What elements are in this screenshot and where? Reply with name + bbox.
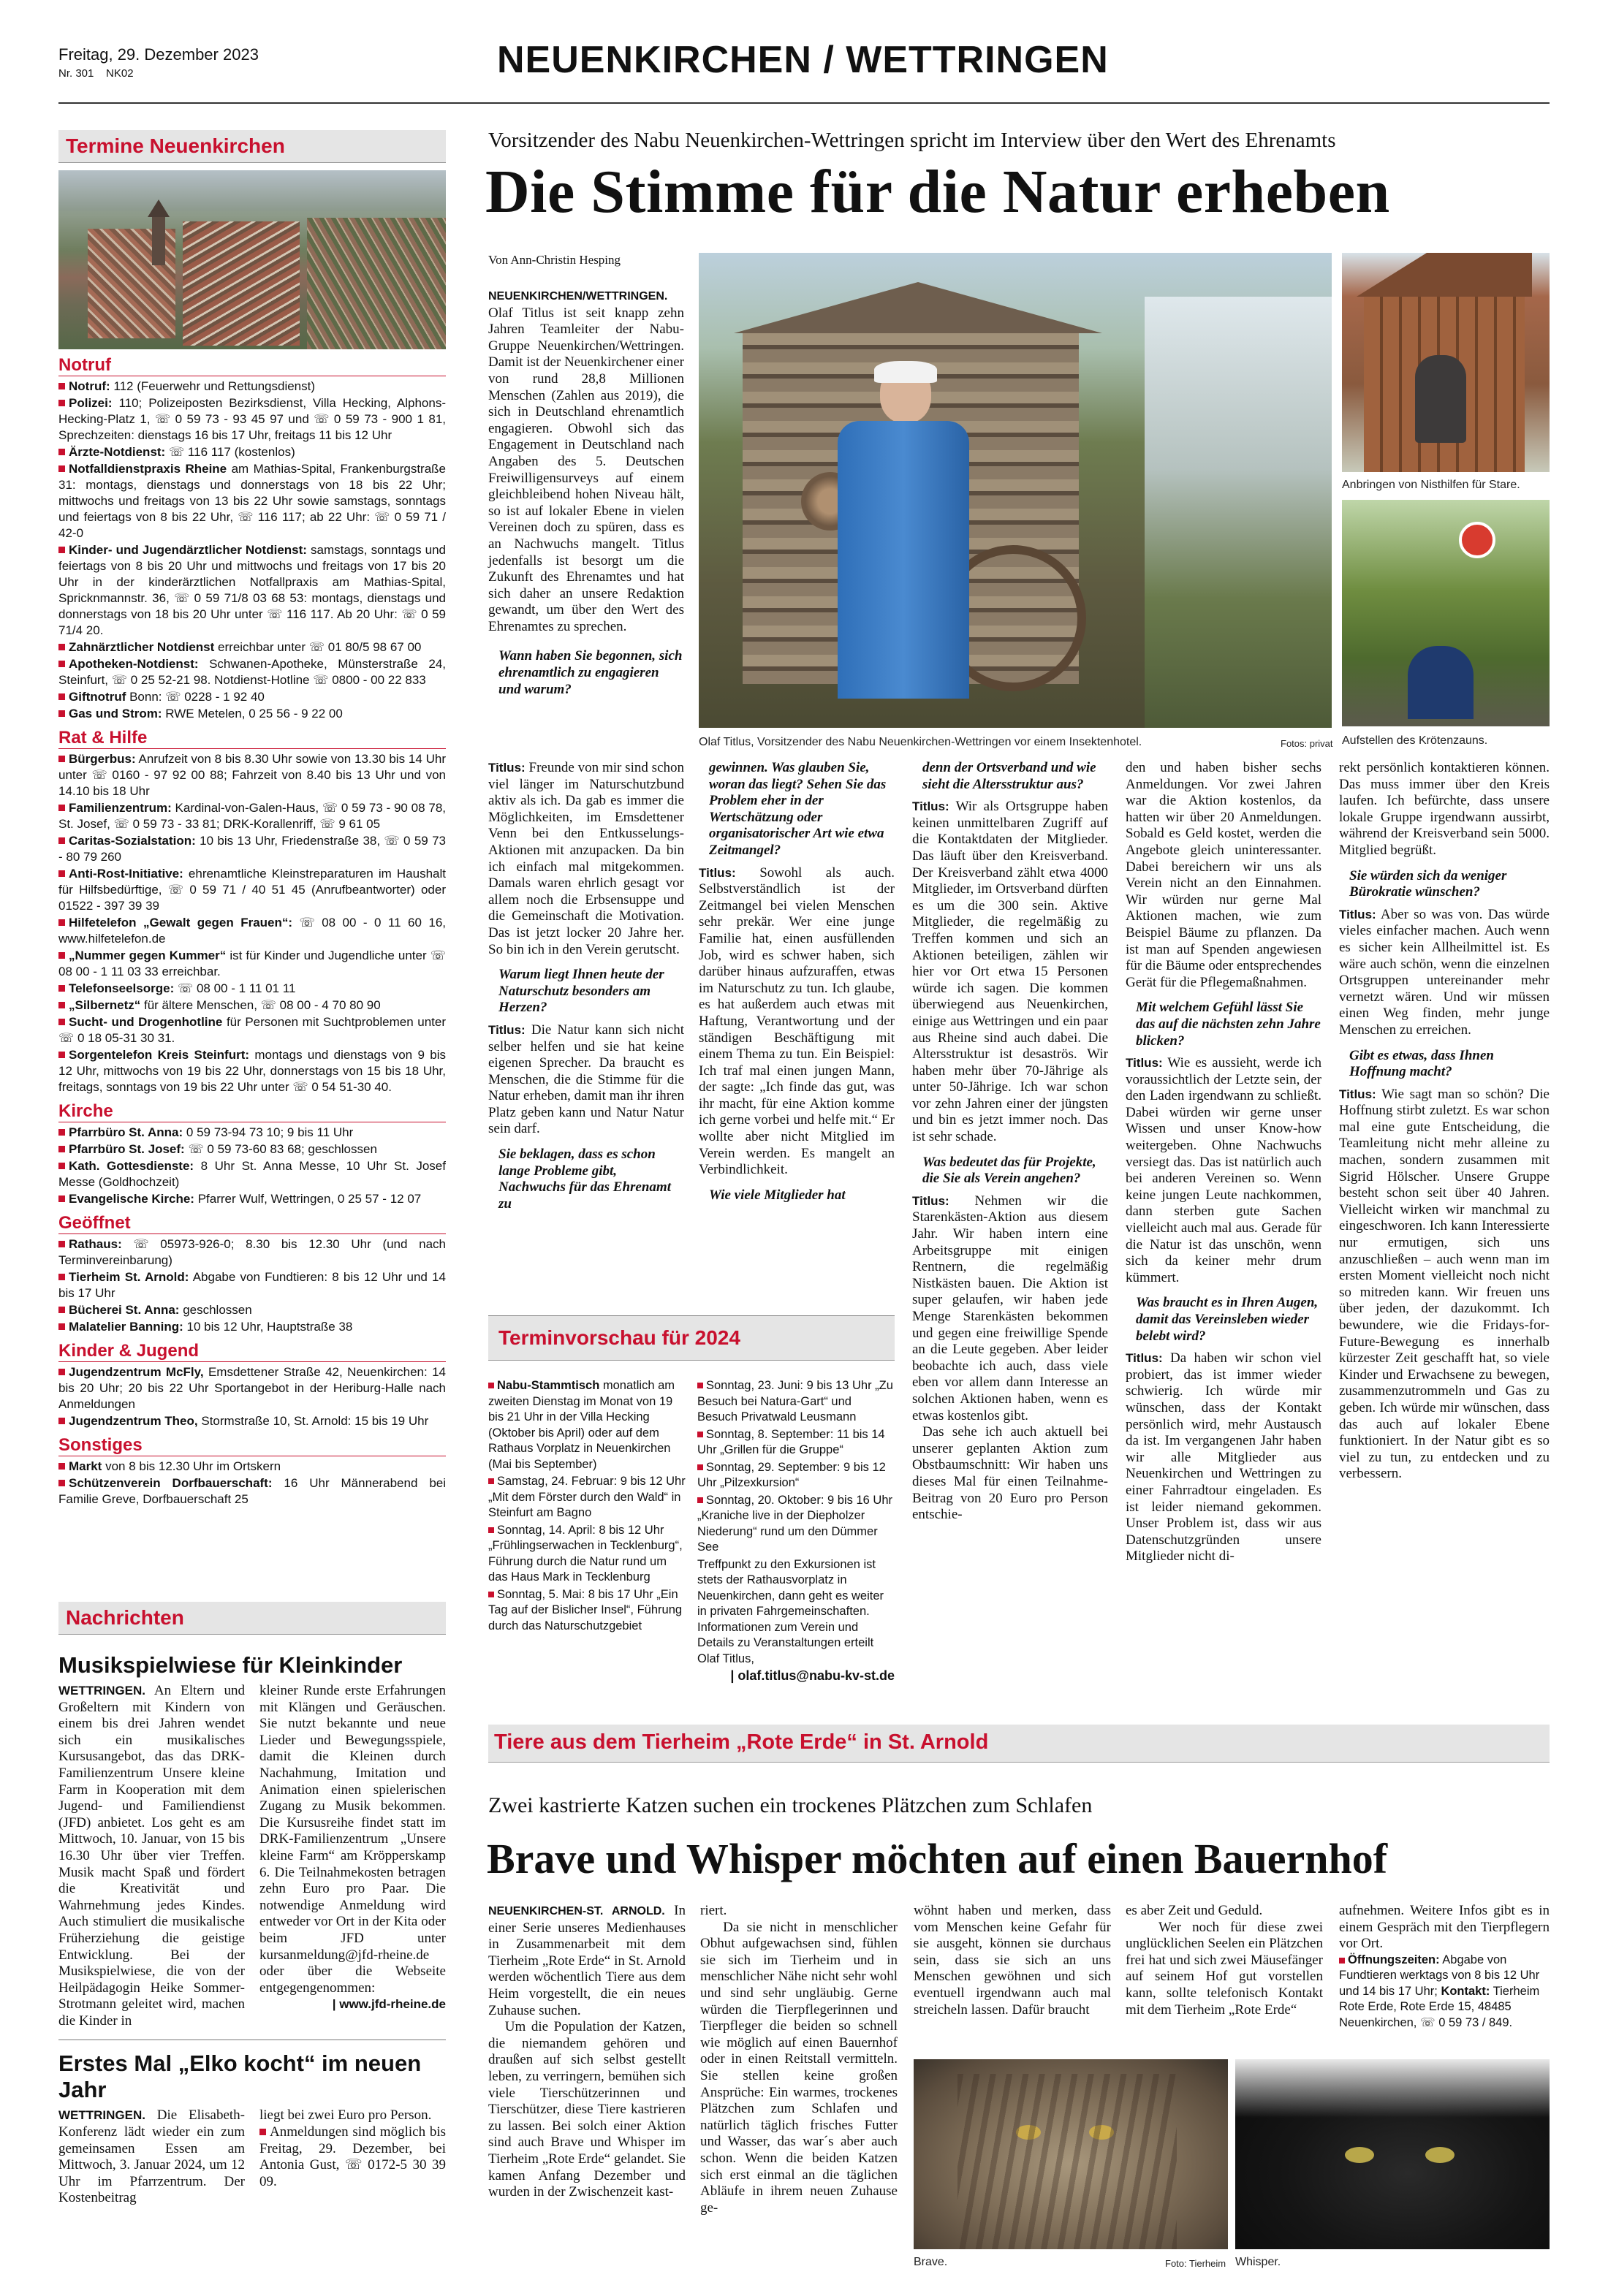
termine-list (58, 355, 446, 1508)
tierheim-kicker: Zwei kastrierte Katzen suchen ein trockenes Plätzchen zum Schlafen (488, 1793, 1093, 1817)
terminvorschau-item: Treffpunkt zu den Exkursionen ist stets der Rathausvorplatz in Neuenkirchen, dann geht es weiter in privaten Fahrgemeinschaften. Informationen zum Verein und Details zu Veranstaltungen erteilt Olaf Titlus, (697, 1557, 884, 1665)
town-aerial-photo (58, 170, 446, 349)
bullet-icon (58, 870, 65, 877)
terminvorschau-box (488, 1315, 895, 1703)
terminvorschau-item: Sonntag, 14. April: 8 bis 12 Uhr „Frühlingserwachen in Tecklenburg“, Führung durch die Natur rund um das Haus Mark in Tecklenburg (488, 1523, 683, 1584)
terminvorschau-col1 (488, 1378, 686, 1684)
termine-item: Caritas-Sozialstation: 10 bis 13 Uhr, Friedenstraße 38, ☏ 0 59 73 - 80 79 260 (58, 834, 447, 864)
termine-item: Hilfetelefon „Gewalt gegen Frauen“: ☏ 08 00 - 0 11 60 16, www.hilfetelefon.de (58, 916, 446, 946)
interview-question: Sie würden sich da weniger Bürokratie wünschen? (1349, 867, 1507, 900)
olaf-titlus-photo (699, 253, 1332, 728)
masthead (0, 0, 1608, 110)
bullet-icon (58, 1463, 65, 1470)
nachrichten-box (58, 1602, 446, 2207)
terminvorschau-item: Sonntag, 8. September: 11 bis 14 Uhr „Grillen für die Gruppe“ (697, 1427, 885, 1456)
brave-caption: Brave. (914, 2256, 948, 2268)
bullet-icon (58, 1002, 65, 1008)
bullet-icon (58, 693, 65, 700)
tierheim-col5: aufnehmen. Weitere Infos gibt es in einem Gespräch mit den Tierpflegern vor Ort. Öffnungszeiten: Abgabe von Fundtieren werktags von 8 bis 12 Uhr und 14 bis 17 Uhr; Kontakt: Tierheim Rote Erde, Rote Erde 15, 48485 Neuenkirchen, ☏ 0 59 73 / 849. (1339, 1903, 1550, 2029)
issue-date: Freitag, 29. Dezember 2023 (58, 45, 259, 64)
bullet-icon (58, 1418, 65, 1424)
termine-item: Ärzte-Notdienst: ☏ 116 117 (kostenlos) (58, 444, 446, 460)
tierheim-col1: NEUENKIRCHEN-ST. ARNOLD. In einer Serie unseres Medienhauses in Zusammenarbeit mit dem Tierheim „Rote Erde“ in St. Arnold werden wöchentlich Tiere aus dem Heim vorgestellt, die ein neues Zuhause suchen. Um die Population der Katzen, die niemandem gehören und draußen auf sich selbst gestellt leben, zu verringern, bemühen sich viele Tierschützerinnen und Tierschützer, diese Tiere kastrieren zu lassen. Bei solch einer Aktion sind auch Brave und Whisper im Tierheim „Rote Erde“ gelandet. Sie kamen Anfang Dezember und wurden in der Zwischenzeit kast- (488, 1903, 686, 2200)
termine-item: Notruf: 112 (Feuerwehr und Rettungsdienst) (58, 379, 446, 395)
interview-answer: Titlus: Wir als Ortsgruppe haben keinen unmittelbaren Zugriff auf die Kontaktdaten der Mitglieder. Das läuft über den Kreisverband. Der Kreisverband zählt etwa 4000 Mitglieder, im Ortsverband dürften es um die 300 sein. Aktive Mitglieder, die regelmäßig zu Treffen kommen und sich an Aktionen beteiligen, zählen wir hier vor Ort etwa 15 Personen würde ich sagen. Die kommen überwiegend aus Neuenkirchen, einige aus Wettringen und ein paar aus Rheine sind auch dabei. Die Altersstruktur ist desaströs. Wir haben mehr über 70-Jährige als unter 50-Jährige. Ich war schon vor zehn Jahren einer der jüngsten und bin es jetzt immer noch. Das ist sehr schade. (912, 799, 1108, 1145)
termine-item: „Silbernetz“ für ältere Menschen, ☏ 08 00 - 4 70 80 90 (58, 997, 446, 1014)
bullet-icon (697, 1464, 703, 1470)
terminvorschau-title: Terminvorschau für 2024 (488, 1316, 895, 1361)
termine-title: Termine Neuenkirchen (58, 130, 446, 163)
elko-col2: liegt bei zwei Euro pro Person. Anmeldungen sind möglich bis Freitag, 29. Dezember, bei Antonia Gust, ☏ 0172-5 30 39 09. (259, 2107, 446, 2189)
termine-item: Jugendzentrum McFly, Emsdettener Straße 42, Neuenkirchen: 14 bis 20 Uhr; 20 bis 22 Uhr Sportangebot in der Heriburg-Halle nach Anmeldungen (58, 1365, 446, 1411)
bullet-icon (58, 383, 65, 389)
bullet-icon (58, 1241, 65, 1247)
kroetenzaun-photo (1342, 500, 1550, 726)
bullet-icon (58, 1307, 65, 1313)
termine-item: Zahnärztlicher Notdienst erreichbar unter ☏ 01 80/5 98 67 00 (58, 639, 446, 655)
interview-question: Was braucht es in Ihren Augen, damit das Vereinsleben wieder belebt wird? (1136, 1295, 1319, 1344)
brave-cat-photo (914, 2059, 1228, 2249)
whisper-caption: Whisper. (1235, 2256, 1281, 2268)
bullet-icon (697, 1497, 703, 1503)
termine-item: Notfalldienstpraxis Rheine am Mathias-Spital, Frankenburgstraße 31: montags, dienstags und donnerstags von 18 bis 22 Uhr; mittwochs und freitags von 13 bis 22 Uhr sowie samstags, sonntags und feiertags von 8 bis 22 Uhr, ☏ 116 117; ab 22 Uhr: ☏ 0 59 71 / 42-0 (58, 462, 447, 540)
termine-item: Malatelier Banning: 10 bis 12 Uhr, Hauptstraße 38 (58, 1319, 446, 1335)
bullet-icon (58, 400, 65, 406)
interview-intro: NEUENKIRCHEN/WETTRINGEN. Olaf Titlus ist seit knapp zehn Jahren Teamleiter der Nabu-Gruppe Neuenkirchen/Wettringen. Damit ist der Neuenkirchener einer von rund 28,8 Millionen Menschen (Zahlen aus 2019), die sich in Deutschland ehrenamtlich engagieren. Obwohl sich das Engagement in Deutschland nach Angaben des 5. Deutschen Freiwilligensurveys auf einem gleichbleibend hohen Niveau hält, so ist auf lokaler Ebene in vielen Vereinen doch zu spüren, dass es an Nachwuchs mangelt. Titlus jedenfalls ist besorgt um die Zukunft des Ehrenamtes und hat sich daher an unsere Redaktion gewandt, um über den Wert des Ehrenamtes zu sprechen. Wann haben Sie begonnen, sich ehrenamtlich zu engagieren und warum? (488, 290, 684, 697)
section-title: NEUENKIRCHEN / WETTRINGEN (497, 39, 1109, 81)
interview-answer: Titlus: Wie sagt man so schön? Die Hoffnung stirbt zuletzt. Es war schon mal eine gute Entscheidung, die Teamleitung nicht mehr alleine zu machen, sondern zusammen mit Sigrid Hölscher. Unsere Gruppe besteht schon seit über 40 Jahren. Vielleicht wirken wir manchmal zu eingeschworen. Ich kann Interessierte nur ermutigen, sich uns anzuschließen – auch wenn man im ersten Moment vielleicht noch nicht so mitreden kann. Wir freuen uns über jeden, der dazukommt. Ich bewundere, wie die Fridays-for-Future-Bewegung es innerhalb kürzester Zeit geschafft hat, so viele Kinder und Erwachsene zu bewegen, zusammenzutrommeln und Gas zu geben. Ich würde mir wünschen, dass das auch auf lokaler Ebene funktioniert. In der Natur gibt es so viel zu tun, zu entdecken und zu verbessern. (1339, 1086, 1550, 1482)
bullet-icon (58, 547, 65, 553)
termine-item: „Nummer gegen Kummer“ ist für Kinder und Jugendliche unter ☏ 08 00 - 1 11 03 33 erreichbar. (58, 949, 446, 978)
termine-item: Kath. Gottesdienste: 8 Uhr St. Anna Messe, 10 Uhr St. Josef Messe (Goldhochzeit) (58, 1159, 446, 1189)
interview-answer: Titlus: Aber so was von. Das würde vieles einfacher machen. Auch wenn es sicher kein Allheilmittel ist. Es wäre auch schön, wenn die einzelnen Ortsgruppen untereinander mehr vernetzt wären. Und wir müssen einen Weg finden, mehr junge Menschen zu erreichen. (1339, 906, 1550, 1038)
whisper-cat-photo (1235, 2059, 1550, 2249)
terminvorschau-item: Sonntag, 29. September: 9 bis 12 Uhr „Pilzexkursion“ (697, 1460, 886, 1489)
termine-item: Sucht- und Drogenhotline für Personen mit Suchtproblemen unter ☏ 0 18 05-31 30 31. (58, 1015, 446, 1045)
tierheim-banner (488, 1725, 1550, 1763)
interview-answer: den und haben bisher sechs Anmeldungen. Vor zwei Jahren war die Aktion kostenlos, da hatten wir über 20 Anmeldungen. Sobald es Geld kostet, werden die Angebote gleich uninteressanter. Dabei bereichern wir uns als Verein nicht an den Einnahmen. Wir würden nur gerne Mal Aktionen machen, wie zum Beispiel Bäume zu pflanzen. Da ist man auf Spenden angewiesen für die Bäume oder entsprechendes Gerät für die Pflegemaßnahmen. (1126, 760, 1322, 990)
bullet-icon (58, 465, 65, 472)
termine-item: Pfarrbüro St. Josef: ☏ 0 59 73-60 83 68; geschlossen (58, 1141, 446, 1157)
termine-item: Kinder- und Jugendärztlicher Notdienst: samstags, sonntags und feiertags von 8 bis 20 Uhr und mittwochs und freitags von 17 bis 20 Uhr in der kinderärztlichen Notfallpraxis am Mathias-Spital, Spricknmannstr. 36, ☏ 0 59 71/8 03 68 53: montags, dienstags und donnerstags von 18 bis 20 Uhr unter ☏ 116 117. Ab 20 Uhr: ☏ 0 59 71/4 20. (58, 543, 447, 637)
termine-item: Schützenverein Dorfbauerschaft: 16 Uhr Männerabend bei Familie Greve, Dorfbauerschaft 25 (58, 1476, 446, 1506)
interview-answer: rekt persönlich kontaktieren können. Das muss immer über den Kreis laufen. Ich befürchte, dass unsere lokale Gruppe irgendwann aussirbt, während der Kreisverband sein 5000. Mitglied begrüßt. (1339, 760, 1550, 858)
termine-item: Bücherei St. Anna: geschlossen (58, 1302, 446, 1318)
bullet-icon (58, 985, 65, 992)
termine-item: Tierheim St. Arnold: Abgabe von Fundtieren: 8 bis 12 Uhr und 14 bis 17 Uhr (58, 1270, 446, 1300)
bullet-icon (58, 1323, 65, 1330)
termine-item: Rathaus: ☏ 05973-926-0; 8.30 bis 12.30 Uhr (und nach Terminvereinbarung) (58, 1237, 446, 1267)
bullet-icon (58, 805, 65, 811)
termine-item: Pfarrbüro St. Anna: 0 59 73-94 73 10; 9 bis 11 Uhr (58, 1125, 446, 1141)
elko-col1: WETTRINGEN. Die Elisabeth-Konferenz lädt wieder ein zum gemeinsamen Essen am Mittwoch, 3. Januar 2024, um 12 Uhr im Pfarrzentrum. Der Kostenbeitrag (58, 2107, 245, 2206)
terminvorschau-col2 (697, 1378, 895, 1684)
terminvorschau-item: Sonntag, 20. Oktober: 9 bis 16 Uhr „Kraniche live in der Diepholzer Niederung“ rund um den Dümmer See (697, 1493, 892, 1554)
bullet-icon (58, 1195, 65, 1202)
kroetenzaun-caption: Aufstellen des Krötenzauns. (1342, 734, 1488, 747)
bullet-icon (58, 1480, 65, 1486)
termine-section-head: Kinder & Jugend (58, 1341, 446, 1362)
termine-item: Evangelische Kirche: Pfarrer Wulf, Wettringen, 0 25 57 - 12 07 (58, 1191, 446, 1207)
termine-item: Telefonseelsorge: ☏ 08 00 - 1 11 01 11 (58, 981, 446, 997)
tierheim-col2: riert. Da sie nicht in menschlicher Obhut aufgewachsen sind, fühlen sie sich im Tierheim und in menschlicher Nähe nicht sehr wohl und sind sehr ungläubig. Gerne würden die Tierpflegerinnen und Tierpfleger die beiden so schnell wie möglich auf einen Bauernhof oder in einen Reitstall vermitteln. Sie stellen keine großen Ansprüche: Ein warmes, trockenes Plätzchen zum Schlafen und natürlich täglich frisches Futter und Wasser, das war´s aber auch schon. Wenn die beiden Katzen sich erst einmal an die täglichen Abläufe in ihrem neuen Zuhause ge- (700, 1903, 898, 2216)
bullet-icon (58, 1369, 65, 1375)
terminvorschau-item: Sonntag, 5. Mai: 8 bis 17 Uhr „Ein Tag auf der Bislicher Insel“, Führung durch das Naturschutzgebiet (488, 1587, 683, 1632)
bullet-icon (58, 449, 65, 455)
bullet-icon (58, 1146, 65, 1152)
terminvorschau-item: Sonntag, 23. Juni: 9 bis 13 Uhr „Zu Besuch bei Natura-Gart“ und Besuch Privatwald Leusmann (697, 1379, 893, 1423)
termine-item: Sorgentelefon Kreis Steinfurt: montags und dienstags von 9 bis 12 Uhr, mittwochs von 19 bis 22 Uhr, donnerstags von 15 bis 18 Uhr, freitags, sonntags von 19 bis 22 Uhr unter ☏ 0 54 51-30 40. (58, 1048, 446, 1094)
musikspielwiese-col2: kleiner Runde erste Erfahrungen mit Klängen und Geräuschen. Sie nutzt bekannte und neue Lieder und Bewegungsspiele, damit die Kleinen durch Nachahmung, Imitation und Animation einen spielerischen Zugang zu Musik bekommen. Die Kursusreihe findet statt im DRK-Familienzentrum „Unsere kleine Farm“ am Kröpperskamp 6. Die Teilnahmekosten betragen zehn Euro pro Paar. Die notwendige Anmeldung wird entweder vor Ort in der Kita oder beim JFD unter kursanmeldung@jfd-rheine.de oder über die Webseite entgegengenommen: | www.jfd-rheine.de (259, 1683, 446, 2012)
musikspielwiese-title: Musikspielwiese für Kleinkinder (58, 1652, 403, 1678)
bullet-icon (58, 1163, 65, 1169)
bullet-icon (58, 1274, 65, 1280)
interview-question: Mit welchem Gefühl lässt Sie das auf die nächsten zehn Jahre blicken? (1136, 1000, 1321, 1049)
main-photo-caption: Olaf Titlus, Vorsitzender des Nabu Neuenkirchen-Wettringen vor einem Insektenhotel. (699, 736, 1142, 748)
bullet-icon (58, 644, 65, 650)
question-1: Wann haben Sie begonnen, sich ehrenamtlich zu engagieren und warum? (498, 648, 683, 697)
tierheim-col3: wöhnt haben und merken, dass vom Menschen keine Gefahr für sie ausgeht, können sie durchaus sein, dass sie sich an uns Menschen gewöhnen und sich eventuell irgendwann auch mal streicheln lassen. Dafür braucht (914, 1903, 1111, 2018)
termine-box (58, 130, 446, 1508)
interview-answer: Titlus: Sowohl als auch. Selbstverständlich ist der Zeitmangel bei vielen Menschen sehr prekär. Wer eine junge Familie hat, einen ausfüllenden Job, wird es schwer haben, sich darüber hinaus aufzuraffen, etwas im Naturschutz zu tun. Ich glaube, es hat außerdem auch etwas mit Haftung, Verantwortung und der ständigen Beschäftigung mit einem Thema zu tun. Ein Beispiel: Ich traf mal einen jungen Mann, der sagte: „Ich finde das gut, was ihr macht, für eine Aktion komme ich gerne vorbei und helfe mit.“ Er wollte aber nicht Mitglied im Verein werden. Es mangelt an Verbindlichkeit. (699, 864, 895, 1178)
interview-question: Was bedeutet das für Projekte, die Sie als Verein angehen? (922, 1154, 1096, 1187)
nisthilfen-caption: Anbringen von Nisthilfen für Stare. (1342, 479, 1520, 491)
bullet-icon (488, 1478, 494, 1484)
interview-answer: Das sehe ich auch aktuell bei unserer geplanten Aktion zum Obstbaumschnitt: Wir haben uns dieses Mal für einen Teilnahme-Beitrag von 20 Euro pro Person entschie- (912, 1424, 1108, 1523)
bullet-icon (58, 661, 65, 667)
interview-col-c (912, 760, 1108, 1524)
interview-question: Sie beklagen, dass es schon lange Probleme gibt, Nachwuchs für das Ehrenamt zu (498, 1147, 671, 1212)
bullet-icon (58, 837, 65, 844)
bullet-icon (58, 952, 65, 959)
interview-kicker: Vorsitzender des Nabu Neuenkirchen-Wettringen spricht im Interview über den Wert des Ehrenamts (488, 129, 1336, 152)
bullet-icon (697, 1383, 703, 1388)
termine-item: Anti-Rost-Initiative: ehrenamtliche Kleinstreparaturen im Haushalt für Hilfsbedürftige, ☏ 0 59 71 / 40 51 45 (Anrufbeantworter) oder 01522 - 397 39 39 (58, 867, 446, 913)
interview-col-b (699, 760, 895, 1209)
tierheim-banner-text: Tiere aus dem Tierheim „Rote Erde“ in St. Arnold (494, 1730, 989, 1754)
tierheim-photo-credit: Foto: Tierheim (1165, 2258, 1226, 2269)
interview-headline: Die Stimme für die Natur erheben (485, 158, 1390, 226)
contact-email-line: | olaf.titlus@nabu-kv-st.de (730, 1668, 895, 1683)
bullet-icon (58, 1129, 65, 1136)
interview-question: denn der Ortsverband und wie sieht die Altersstruktur aus? (922, 760, 1096, 792)
interview-question: gewinnen. Was glauben Sie, woran das liegt? Sehen Sie das Problem eher in der Wertschätzung oder organisatorischer Art wie etwa Zeitmangel? (709, 760, 887, 858)
termine-item: Jugendzentrum Theo, Stormstraße 10, St. Arnold: 15 bis 19 Uhr (58, 1413, 446, 1429)
nisthilfen-photo (1342, 253, 1550, 472)
termine-section-head: Notruf (58, 355, 446, 376)
bullet-icon (488, 1527, 494, 1533)
interview-answer: Titlus: Da haben wir schon viel probiert, das ist immer wieder schwierig. Ich würde mir wünschen, dass der Kontakt persönlich wird, mehr Austausch da ist. Im vergangenen Jahr haben wir alle Mitglieder aus Neuenkirchen und Wettringen zu einer Fahrradtour eingeladen. Es ist leider niemand gekommen. Unser Problem ist, dass wir aus Datenschutzgründen unsere Mitglieder nicht di- (1126, 1350, 1321, 1565)
interview-col-a (488, 760, 684, 1218)
termine-section-head: Geöffnet (58, 1213, 446, 1234)
bullet-icon (58, 710, 65, 717)
tierheim-col4: es aber Zeit und Geduld. Wer noch für diese zwei unglücklichen Seelen ein Plätzchen frei hat und sich zwei Mäusefänger auf seinem Hof gut vorstellen kann, sollte telefonisch Kontakt mit dem Tierheim „Rote Erde“ (1126, 1903, 1324, 2018)
contact-email-link[interactable]: olaf.titlus@nabu-kv-st.de (737, 1668, 895, 1683)
musikspielwiese-col1: WETTRINGEN. An Eltern und Großeltern mit Kindern von einem bis drei Jahren wendet sich ein musikalisches Kursusangebot, das das DRK-Familienzentrum Unsere kleine Farm in Kooperation mit dem Jugend- und Familiendienst (JFD) anbietet. Los geht es am Mittwoch, 10. Januar, von 15 bis 16.30 Uhr über vier Treffen. Musik macht Spaß und fördert die Kreativität und Wahrnehmung jedes Kindes. Auch stimuliert die musikalische Früherziehung die geistige Entwicklung. Bei der Musikspielwiese, die von der Heilpädagogin Heike Sommer-Strotmann geleitet wird, machen die Kinder in (58, 1683, 245, 2029)
interview-answer: Titlus: Nehmen wir die Starenkästen-Aktion aus diesem Jahr. Wir haben intern eine Arbeitsgruppe mit einigen Rentnern, die regelmäßig Nistkästen bauen. Die Aktion ist super gelaufen, wir haben jede Menge Starenkästen bekommen und gegen eine freiwillige Spende an die Leute gegeben. Aber leider beobachte ich auch, dass viele eben vor allem dann Interesse an solchen Aktionen haben, wenn es etwas kostenlos gibt. (912, 1193, 1109, 1423)
jfd-link[interactable]: www.jfd-rheine.de (339, 1997, 446, 2012)
termine-item: Gas und Strom: RWE Metelen, 0 25 56 - 9 22 00 (58, 706, 446, 722)
interview-question: Warum liegt Ihnen heute der Naturschutz besonders am Herzen? (498, 967, 664, 1016)
terminvorschau-item: Nabu-Stammtisch monatlich am zweiten Dienstag im Monat von 19 bis 21 Uhr in der Villa Hecking (Oktober bis April) oder auf dem Rathaus Vorplatz in Neuenkirchen (Mai bis September) (488, 1379, 675, 1471)
termine-item: Markt von 8 bis 12.30 Uhr im Ortskern (58, 1459, 446, 1475)
termine-section-head: Sonstiges (58, 1435, 446, 1456)
bullet-icon (488, 1383, 494, 1388)
issue-number: Nr. 301 NK02 (58, 67, 134, 80)
elko-title: Erstes Mal „Elko kocht“ im neuen Jahr (58, 2050, 422, 2103)
bullet-icon (488, 1592, 494, 1597)
photo-credit: Fotos: privat (1281, 738, 1333, 749)
termine-item: Bürgerbus: Anrufzeit von 8 bis 8.30 Uhr sowie von 13.30 bis 14 Uhr unter ☏ 0160 - 97 92 00 88; Fahrzeit von 8.40 bis 13 Uhr und von 14.10 bis 18 Uhr (58, 752, 446, 798)
bullet-icon (697, 1432, 703, 1437)
interview-answer: Titlus: Freunde von mir sind schon viel länger im Naturschutzbund aktiv als ich. Da gab es immer die Möglichkeiten, im Emsdettener Venn bei den Entkusselungs-Aktionen mit anzupacken. Da bin ich einfach mal mitgekommen. Damals waren ehrlich gesagt vor allem noch die Erbsensuppe und die Gemeinschaft die Motivation. Das ist jetzt locker 20 Jahre her. So bin ich in den Verein gerutscht. (488, 760, 685, 957)
nachrichten-title: Nachrichten (58, 1602, 446, 1635)
interview-col-e (1339, 760, 1550, 1483)
bullet-icon (58, 1052, 65, 1058)
terminvorschau-item: Samstag, 24. Februar: 9 bis 12 Uhr „Mit dem Förster durch den Wald“ in Steinfurt am Bagno (488, 1475, 686, 1519)
interview-question: Wie viele Mitglieder hat (709, 1187, 846, 1203)
termine-item: Familienzentrum: Kardinal-von-Galen-Haus, ☏ 0 59 73 - 90 08 78, St. Josef, ☏ 0 59 73 - 33 81; DRK-Korallenriff, ☏ 9 61 05 (58, 801, 446, 831)
interview-answer: Titlus: Die Natur kann sich nicht selber helfen und sie hat keine eigenen Sprecher. Da braucht es Menschen, die die Stimme für die Natur erheben, damit man ihr ihren Platz geben kann und Natur Natur sein darf. (488, 1022, 685, 1137)
interview-question: Gibt es etwas, dass Ihnen Hoffnung macht? (1349, 1047, 1494, 1080)
termine-section-head: Rat & Hilfe (58, 728, 446, 749)
termine-item: Giftnotruf Bonn: ☏ 0228 - 1 92 40 (58, 689, 446, 705)
termine-section-head: Kirche (58, 1101, 446, 1122)
interview-col-d (1126, 760, 1321, 1565)
tierheim-headline: Brave und Whisper möchten auf einen Bauernhof (487, 1835, 1388, 1882)
termine-item: Apotheken-Notdienst: Schwanen-Apotheke, Münsterstraße 24, Steinfurt, ☏ 0 25 52-21 98. Notdienst-Hotline ☏ 0800 - 00 22 833 (58, 657, 446, 687)
bullet-icon (58, 1019, 65, 1025)
bullet-icon (58, 756, 65, 762)
byline: Von Ann-Christin Hesping (488, 253, 621, 267)
interview-answer: Titlus: Wie es aussieht, werde ich voraussichtlich der Letzte sein, der den Laden irgendwann zu schließt. Dabei würden wir gerne unser Wissen und unser Know-how weitergeben. Ohne Nachwuchs versiegt das. Das ist natürlich auch bei anderen Vereinen so. Wenn keine jungen Leute nachkommen, dann sterben gute Sachen vielleicht auch mal aus. Gerade für die Natur ist das unschön, wenn sich da keiner mehr drum kümmert. (1126, 1055, 1321, 1285)
termine-item: Polizei: 110; Polizeiposten Bezirksdienst, Villa Hecking, Alphons-Hecking-Platz 1, ☏ 0 59 73 - 93 45 97 und ☏ 0 59 73 - 900 1 81, Sprechzeiten: dienstags 16 bis 17 Uhr, freitags 11 bis 12 Uhr (58, 396, 446, 442)
bullet-icon (58, 919, 65, 926)
